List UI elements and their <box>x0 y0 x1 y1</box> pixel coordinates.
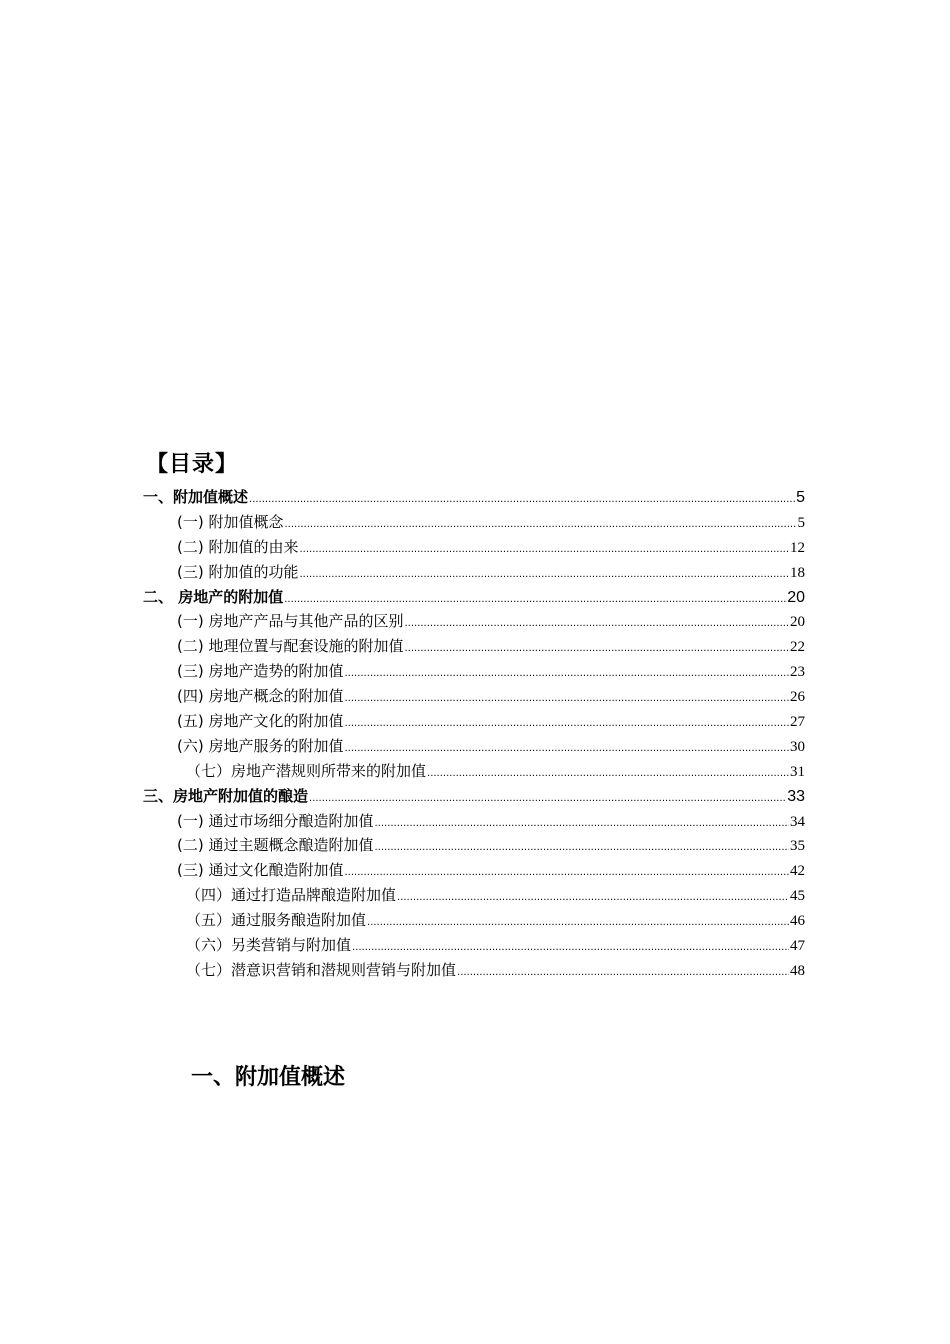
toc-entry[interactable] <box>143 934 805 959</box>
toc-leader-dots <box>344 743 789 754</box>
toc-entry[interactable] <box>143 511 805 536</box>
toc-leader-dots <box>299 544 789 555</box>
toc-entry-title: (二) 地理位置与配套设施的附加值 <box>177 637 404 656</box>
toc-entry-title: (四) 房地产概念的附加值 <box>177 687 344 706</box>
toc-leader-dots <box>284 594 786 605</box>
toc-entry[interactable] <box>143 735 805 760</box>
toc-entry[interactable] <box>143 909 805 934</box>
toc-leader-dots <box>397 892 789 903</box>
toc-page-number: 20 <box>787 588 805 606</box>
toc-entry[interactable] <box>143 834 805 859</box>
toc-leader-dots <box>284 519 796 530</box>
toc-entry-title: （六）另类营销与附加值 <box>186 936 352 955</box>
toc-entry[interactable] <box>143 810 805 835</box>
toc-page-number: 26 <box>790 689 805 706</box>
toc-entry-title: (三) 通过文化酿造附加值 <box>177 861 344 880</box>
toc-entry[interactable] <box>143 486 805 511</box>
toc-entry[interactable] <box>143 859 805 884</box>
toc-entry-title: (二) 通过主题概念酿造附加值 <box>177 836 374 855</box>
toc-entry-title: (二) 附加值的由来 <box>177 537 299 556</box>
toc-leader-dots <box>427 768 789 779</box>
section-heading: 一、附加值概述 <box>191 1065 346 1090</box>
toc-entry[interactable] <box>143 760 805 785</box>
toc-entry-title: (三) 房地产造势的附加值 <box>177 662 344 681</box>
toc-page-number: 5 <box>796 489 805 506</box>
table-of-contents <box>143 486 805 984</box>
toc-entry[interactable] <box>143 884 805 909</box>
toc-entry-title: （七）潜意识营销和潜规则营销与附加值 <box>186 960 457 979</box>
toc-leader-dots <box>404 618 789 629</box>
toc-entry-title: （四）通过打造品牌酿造附加值 <box>186 886 397 905</box>
toc-leader-dots <box>249 494 795 505</box>
toc-leader-dots <box>404 643 789 654</box>
toc-entry-title: (一) 通过市场细分酿造附加值 <box>177 811 374 830</box>
toc-leader-dots <box>374 842 789 853</box>
toc-page-number: 48 <box>790 962 805 979</box>
toc-entry-title: （七）房地产潜规则所带来的附加值 <box>186 761 427 780</box>
toc-leader-dots <box>309 793 786 804</box>
toc-page-number: 20 <box>790 614 805 631</box>
toc-entry-title: (五) 房地产文化的附加值 <box>177 712 344 731</box>
toc-entry[interactable] <box>143 561 805 586</box>
toc-entry[interactable] <box>143 685 805 710</box>
toc-page-number: 31 <box>790 763 805 780</box>
toc-entry[interactable] <box>143 660 805 685</box>
toc-entry-title: 一、附加值概述 <box>143 488 249 506</box>
toc-leader-dots <box>344 668 789 679</box>
toc-entry-title: 二、 房地产的附加值 <box>143 587 284 606</box>
toc-entry-title: （五）通过服务酿造附加值 <box>186 911 367 930</box>
toc-page-number: 42 <box>790 863 805 880</box>
toc-page-number: 30 <box>790 738 805 755</box>
toc-leader-dots <box>344 693 789 704</box>
toc-page-number: 47 <box>790 938 805 955</box>
toc-page-number: 5 <box>797 514 805 531</box>
toc-page-number: 46 <box>790 913 805 930</box>
toc-entry[interactable] <box>143 610 805 635</box>
toc-entry-title: (六) 房地产服务的附加值 <box>177 736 344 755</box>
toc-leader-dots <box>344 718 789 729</box>
toc-leader-dots <box>299 569 789 580</box>
toc-entry[interactable] <box>143 959 805 984</box>
toc-page-number: 22 <box>790 639 805 656</box>
toc-entry-title: (三) 附加值的功能 <box>177 562 299 581</box>
toc-entry[interactable] <box>143 586 805 611</box>
toc-page-number: 12 <box>790 539 805 556</box>
toc-page-number: 27 <box>790 714 805 731</box>
toc-entry-title: (一) 附加值概念 <box>177 512 284 531</box>
toc-page-number: 23 <box>790 664 805 681</box>
toc-page-number: 35 <box>790 838 805 855</box>
toc-page-number: 34 <box>790 813 805 830</box>
toc-entry-title: (一) 房地产产品与其他产品的区别 <box>177 612 404 631</box>
toc-leader-dots <box>367 917 789 928</box>
toc-entry[interactable] <box>143 635 805 660</box>
toc-entry[interactable] <box>143 536 805 561</box>
toc-leader-dots <box>457 967 789 978</box>
toc-page-number: 18 <box>790 564 805 581</box>
toc-entry[interactable] <box>143 710 805 735</box>
toc-leader-dots <box>374 818 789 829</box>
toc-leader-dots <box>352 942 789 953</box>
toc-heading: 【目录】 <box>146 452 239 477</box>
toc-page-number: 33 <box>787 787 805 805</box>
toc-leader-dots <box>344 867 789 878</box>
toc-entry-title: 三、房地产附加值的酿造 <box>143 786 309 805</box>
toc-page-number: 45 <box>790 888 805 905</box>
toc-entry[interactable] <box>143 785 805 810</box>
